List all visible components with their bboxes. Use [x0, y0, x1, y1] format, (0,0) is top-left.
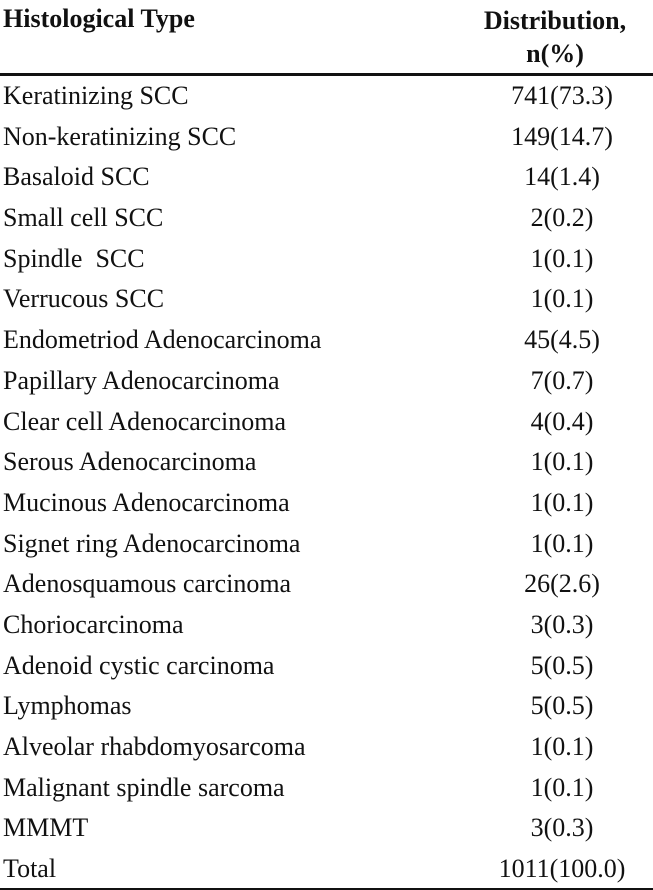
table-row [0, 727, 653, 768]
table-row [0, 279, 653, 320]
column-header-type: Histological Type [3, 4, 195, 33]
table-row [0, 157, 653, 198]
row-type: MMMT [3, 813, 89, 843]
table-row [0, 483, 653, 524]
row-value: 4(0.4) [530, 406, 594, 436]
row-value: 1(0.1) [530, 772, 594, 802]
row-value: 5(0.5) [530, 691, 594, 721]
table-row [0, 646, 653, 687]
column-header-distribution [460, 4, 650, 70]
table-row [0, 361, 653, 402]
table-body [0, 76, 653, 890]
column-header-distribution-line1: Distribution, [483, 6, 627, 35]
row-value: 2(0.2) [530, 203, 594, 233]
table-row [0, 686, 653, 727]
row-value: 14(1.4) [524, 162, 600, 192]
row-type: Keratinizing SCC [3, 81, 189, 110]
row-value: 3(0.3) [530, 609, 594, 639]
row-type: Total [3, 854, 57, 884]
row-type: Small cell SCC [3, 203, 164, 233]
table-row [0, 198, 653, 239]
row-type: Serous Adenocarcinoma [3, 447, 257, 477]
table-row [0, 768, 653, 809]
row-value: 1(0.1) [530, 447, 594, 477]
row-type: Endometriod Adenocarcinoma [3, 325, 322, 355]
row-type: Papillary Adenocarcinoma [3, 365, 280, 395]
row-type: Alveolar rhabdomyosarcoma [3, 732, 306, 761]
row-type: Adenosquamous carcinoma [3, 569, 292, 599]
table-row [0, 402, 653, 443]
row-type: Malignant spindle sarcoma [3, 772, 285, 802]
row-type: Signet ring Adenocarcinoma [3, 528, 301, 558]
row-value: 1(0.1) [530, 284, 594, 314]
row-value: 1(0.1) [530, 243, 594, 273]
table-header [0, 0, 653, 76]
row-type: Clear cell Adenocarcinoma [3, 406, 286, 436]
table-row [0, 442, 653, 483]
row-value: 1(0.1) [530, 528, 594, 558]
table-row [0, 117, 653, 158]
table-row-total [0, 849, 653, 890]
table-row [0, 239, 653, 280]
row-type: Choriocarcinoma [3, 609, 184, 639]
table-row [0, 76, 653, 117]
table-row [0, 605, 653, 646]
row-value: 149(14.7) [511, 121, 613, 151]
row-value: 1011(100.0) [498, 854, 626, 884]
row-type: Lymphomas [3, 691, 132, 721]
row-value: 5(0.5) [530, 650, 594, 680]
row-value: 26(2.6) [524, 569, 600, 599]
column-header-distribution-line2: n(%) [526, 39, 584, 68]
row-type: Spindle SCC [3, 243, 145, 273]
row-type: Non-keratinizing SCC [3, 121, 237, 151]
table-row [0, 564, 653, 605]
row-value: 3(0.3) [530, 813, 594, 843]
row-value: 1(0.1) [530, 487, 594, 517]
row-type: Mucinous Adenocarcinoma [3, 487, 290, 517]
table-row [0, 320, 653, 361]
row-value: 7(0.7) [530, 365, 594, 395]
table-row [0, 808, 653, 849]
row-value: 1(0.1) [530, 732, 594, 761]
row-type: Adenoid cystic carcinoma [3, 650, 275, 680]
row-type: Basaloid SCC [3, 162, 150, 192]
row-value: 45(4.5) [524, 325, 600, 355]
table-row [0, 524, 653, 565]
row-type: Verrucous SCC [3, 284, 165, 314]
row-value: 741(73.3) [511, 81, 613, 110]
